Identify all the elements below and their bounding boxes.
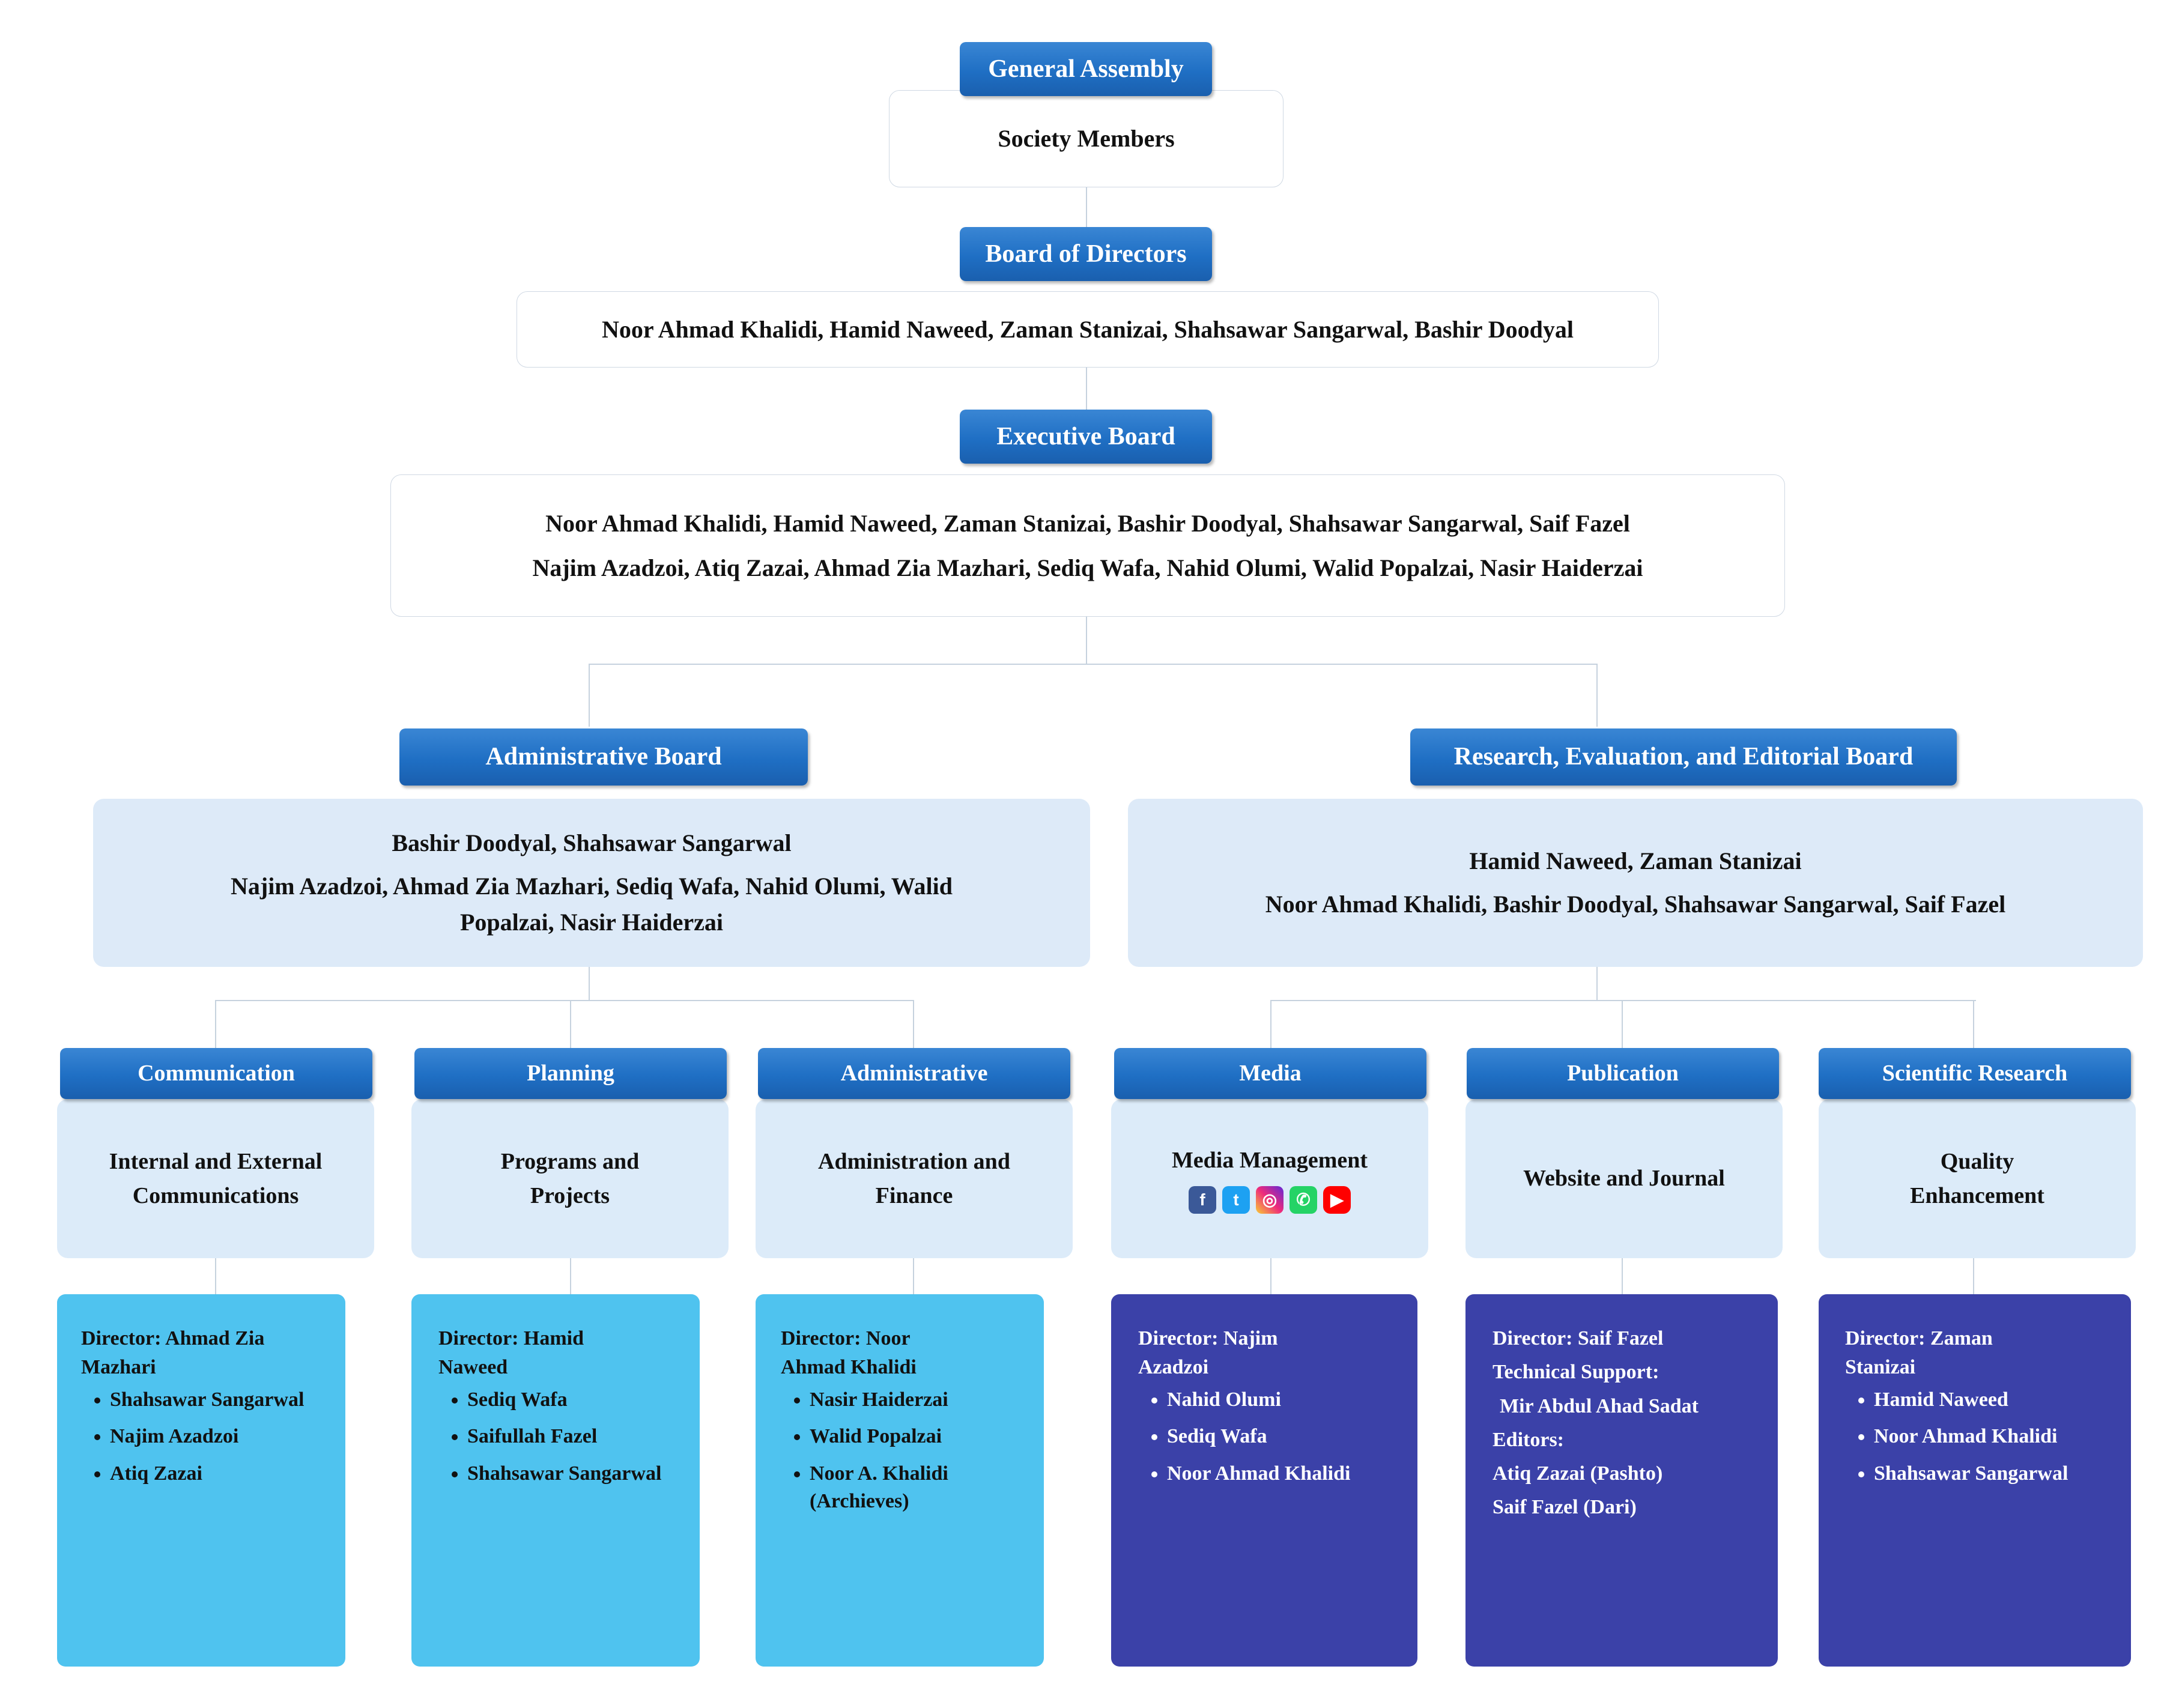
youtube-icon[interactable]: ▶	[1323, 1186, 1351, 1214]
connector-to-administrative	[913, 1000, 914, 1048]
planning-director-label2: Naweed	[438, 1356, 508, 1379]
publication-header-label: Publication	[1567, 1060, 1679, 1086]
communication-header[interactable]	[60, 1048, 372, 1099]
connector-media-to-card	[1270, 1258, 1271, 1294]
instagram-icon[interactable]: ◎	[1256, 1186, 1283, 1214]
list-item: • Walid Popalzai	[810, 1423, 1039, 1450]
administrative-board-line1: Bashir Doodyal, Shahsawar Sangarwal	[392, 829, 792, 856]
communication-director-text	[81, 1324, 339, 1497]
connector-publication-to-card	[1622, 1258, 1623, 1294]
scientific-research-member-list	[1845, 1386, 2127, 1488]
executive-board-line2: Najim Azadzoi, Atiq Zazai, Ahmad Zia Mazhari, Sediq Wafa, Nahid Olumi, Walid Popalzai, Nasir Haiderzai	[532, 554, 1643, 581]
board-of-directors-members: Noor Ahmad Khalidi, Hamid Naweed, Zaman Stanizai, Shahsawar Sangarwal, Bashir Doodyal	[601, 315, 1574, 343]
general-assembly-header-label: General Assembly	[988, 55, 1184, 83]
scientific-research-header[interactable]	[1819, 1048, 2131, 1099]
administrative-board-header[interactable]	[399, 728, 808, 786]
administrative-board-body	[93, 799, 1090, 967]
scientific-research-line2: Enhancement	[1910, 1183, 2044, 1208]
general-assembly-body-text: Society Members	[998, 125, 1175, 152]
publication-director-label: Director: Saif Fazel	[1493, 1327, 1664, 1349]
publication-director-text	[1493, 1324, 1775, 1522]
scientific-research-director-text	[1845, 1324, 2127, 1497]
general-assembly-body	[889, 90, 1283, 187]
research-board-line2: Noor Ahmad Khalidi, Bashir Doodyal, Shahsawar Sangarwal, Saif Fazel	[1265, 891, 2006, 918]
publication-body	[1465, 1099, 1783, 1258]
media-header[interactable]	[1114, 1048, 1426, 1099]
communication-header-label: Communication	[138, 1060, 295, 1086]
connector-admin-split	[215, 1000, 913, 1001]
media-body	[1111, 1099, 1428, 1258]
board-of-directors-header-label: Board of Directors	[985, 240, 1187, 268]
list-item: • Najim Azadzoi	[110, 1423, 339, 1450]
twitter-icon[interactable]: t	[1222, 1186, 1250, 1214]
planning-director-label: Director: Hamid	[438, 1327, 584, 1349]
administrative-board-line3: Popalzai, Nasir Haiderzai	[459, 909, 724, 936]
planning-line2: Projects	[530, 1183, 610, 1208]
connector-eb-split	[589, 664, 1598, 665]
publication-support-name: Mir Abdul Ahad Sadat	[1500, 1395, 1699, 1417]
administrative-member-list	[781, 1386, 1039, 1516]
connector-administrative-to-card	[913, 1258, 914, 1294]
communication-director-label: Director: Ahmad Zia	[81, 1327, 265, 1349]
executive-board-header[interactable]	[960, 410, 1212, 464]
publication-header[interactable]	[1467, 1048, 1779, 1099]
planning-line1: Programs and	[500, 1148, 640, 1174]
connector-to-planning	[570, 1000, 571, 1048]
list-item: • Atiq Zazai	[110, 1460, 339, 1488]
publication-line1: Website and Journal	[1523, 1166, 1725, 1191]
whatsapp-icon[interactable]: ✆	[1290, 1186, 1317, 1214]
list-item: • Shahsawar Sangarwal	[1874, 1460, 2127, 1488]
administrative-board-header-label: Administrative Board	[485, 743, 722, 771]
list-item: • Noor Ahmad Khalidi	[1167, 1460, 1414, 1488]
communication-director-label2: Mazhari	[81, 1356, 156, 1379]
scientific-research-director-label2: Stanizai	[1845, 1356, 1916, 1379]
connector-to-communication	[215, 1000, 216, 1048]
administrative-unit-line1: Administration and	[818, 1148, 1010, 1174]
media-social-icons	[1189, 1186, 1351, 1214]
administrative-director-label: Director: Noor	[781, 1327, 911, 1349]
administrative-board-line2: Najim Azadzoi, Ahmad Zia Mazhari, Sediq Wafa, Nahid Olumi, Walid	[230, 873, 953, 900]
connector-to-scientific	[1973, 1000, 1974, 1048]
administrative-unit-line2: Finance	[875, 1183, 953, 1208]
connector-communication-to-card	[215, 1258, 216, 1294]
connector-to-research-board	[1596, 664, 1598, 727]
publication-support-label: Technical Support:	[1493, 1361, 1659, 1384]
connector-to-media	[1270, 1000, 1271, 1048]
media-header-label: Media	[1239, 1060, 1302, 1086]
administrative-director-text	[781, 1324, 1039, 1525]
research-board-body	[1128, 799, 2143, 967]
media-line1: Media Management	[1171, 1148, 1368, 1173]
planning-director-text	[438, 1324, 697, 1497]
executive-board-body	[390, 474, 1785, 617]
communication-member-list	[81, 1386, 339, 1488]
scientific-research-line1: Quality	[1940, 1148, 2014, 1174]
list-item: • Hamid Naweed	[1874, 1386, 2127, 1414]
connector-research-board-down	[1596, 967, 1598, 1000]
list-item: • Shahsawar Sangarwal	[467, 1460, 697, 1488]
media-member-list	[1138, 1386, 1414, 1488]
connector-planning-to-card	[570, 1258, 571, 1294]
scientific-research-director-label: Director: Zaman	[1845, 1327, 1993, 1349]
publication-editor-dari: Saif Fazel (Dari)	[1493, 1496, 1637, 1519]
publication-editors-label: Editors:	[1493, 1428, 1564, 1451]
publication-editor-pashto: Atiq Zazai (Pashto)	[1493, 1462, 1663, 1485]
scientific-research-body	[1819, 1099, 2136, 1258]
general-assembly-header[interactable]	[960, 42, 1212, 96]
planning-header-label: Planning	[527, 1060, 614, 1086]
scientific-research-header-label: Scientific Research	[1882, 1060, 2068, 1086]
research-board-line1: Hamid Naweed, Zaman Stanizai	[1469, 847, 1802, 874]
research-board-header-label: Research, Evaluation, and Editorial Board	[1453, 743, 1914, 771]
board-of-directors-header[interactable]	[960, 227, 1212, 281]
list-item: • Nahid Olumi	[1167, 1386, 1414, 1414]
administrative-unit-header[interactable]	[758, 1048, 1070, 1099]
list-item: • Noor Ahmad Khalidi	[1874, 1423, 2127, 1450]
connector-to-admin-board	[589, 664, 590, 727]
research-board-header[interactable]	[1410, 728, 1957, 786]
administrative-director-label2: Ahmad Khalidi	[781, 1356, 917, 1379]
planning-header[interactable]	[414, 1048, 727, 1099]
planning-member-list	[438, 1386, 697, 1488]
communication-body	[57, 1099, 374, 1258]
connector-eb-down	[1086, 616, 1087, 664]
facebook-icon[interactable]: f	[1189, 1186, 1216, 1214]
connector-scientific-to-card	[1973, 1258, 1974, 1294]
executive-board-header-label: Executive Board	[996, 422, 1175, 450]
communication-line1: Internal and External	[109, 1148, 323, 1174]
list-item: • Sediq Wafa	[1167, 1423, 1414, 1450]
connector-to-publication	[1622, 1000, 1623, 1048]
connector-research-split	[1270, 1000, 1976, 1001]
administrative-unit-body	[756, 1099, 1073, 1258]
administrative-unit-header-label: Administrative	[840, 1060, 988, 1086]
list-item: • Saifullah Fazel	[467, 1423, 697, 1450]
media-director-label2: Azadzoi	[1138, 1356, 1209, 1379]
list-item: • Sediq Wafa	[467, 1386, 697, 1414]
communication-line2: Communications	[132, 1183, 299, 1208]
connector-admin-board-down	[589, 967, 590, 1000]
media-director-text	[1138, 1324, 1414, 1497]
list-item: • Nasir Haiderzai	[810, 1386, 1039, 1414]
list-item: • Shahsawar Sangarwal	[110, 1386, 339, 1414]
media-director-label: Director: Najim	[1138, 1327, 1278, 1349]
planning-body	[411, 1099, 729, 1258]
executive-board-line1: Noor Ahmad Khalidi, Hamid Naweed, Zaman Stanizai, Bashir Doodyal, Shahsawar Sangarwal, Saif Fazel	[545, 509, 1630, 537]
list-item: • Noor A. Khalidi (Archieves)	[810, 1460, 1039, 1515]
board-of-directors-body	[517, 291, 1659, 368]
